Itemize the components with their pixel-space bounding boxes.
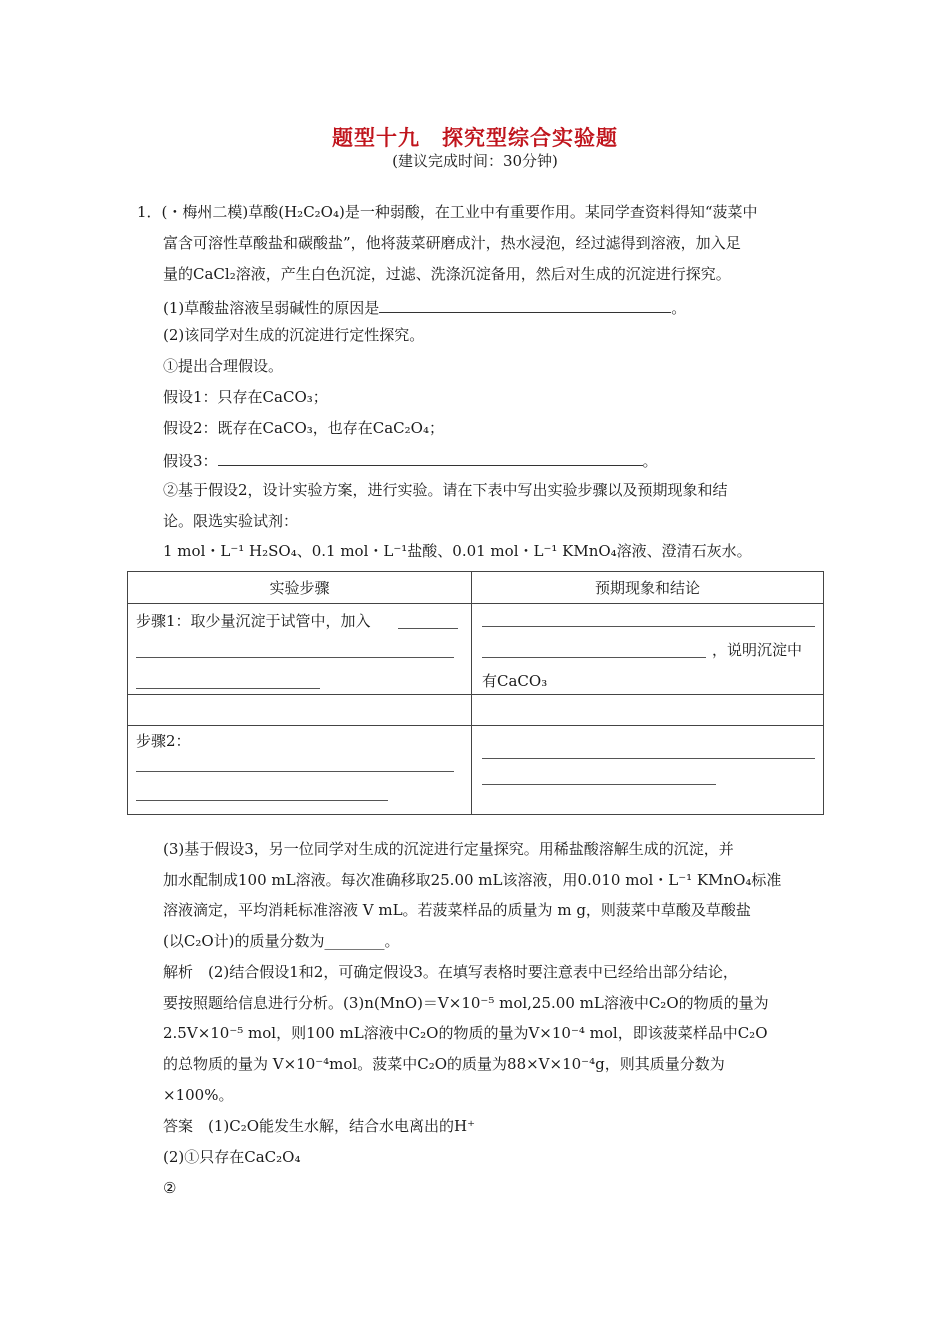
step2-blank-1[interactable] <box>136 771 454 772</box>
part1-suffix: 。 <box>671 299 687 317</box>
step2-result-blank-1[interactable] <box>482 758 815 759</box>
empty-result-cell <box>472 695 824 726</box>
part1-answer-blank[interactable] <box>379 296 671 313</box>
part2-line: (2)该同学对生成的沉淀进行定性探究。 <box>163 326 425 344</box>
table-row-empty <box>128 695 824 726</box>
step2-text: 步骤2： <box>136 732 191 750</box>
step1-result-blank-2[interactable] <box>482 657 706 658</box>
hypothesis-3-suffix: 。 <box>642 452 658 470</box>
table-row-step2 <box>128 726 824 815</box>
empty-step-cell <box>128 695 472 726</box>
answer-line-2: (2)①只存在CaC₂O₄ <box>163 1148 301 1166</box>
part3-line-3: 溶液滴定，平均消耗标准溶液 V mL。若菠菜样品的质量为 m g，则菠菜中草酸及草酸盐 <box>163 901 751 919</box>
question-intro-line-3: 量的CaCl₂溶液，产生白色沉淀，过滤、洗涤沉淀备用，然后对生成的沉淀进行探究。 <box>163 265 731 283</box>
analysis-line-3: 2.5V×10⁻⁵ mol，则100 mL溶液中C₂O的物质的量为V×10⁻⁴ mol，即该菠菜样品中C₂O <box>163 1024 768 1042</box>
part3-line-1: (3)基于假设3，另一位同学对生成的沉淀进行定量探究。用稀盐酸溶解生成的沉淀，并 <box>163 840 734 858</box>
step1-result-mid: ，说明沉淀中 <box>712 641 803 659</box>
step2-result-blank-2[interactable] <box>482 784 716 785</box>
part3-line-4: (以C₂O计)的质量分数为________。 <box>163 932 400 950</box>
step1-result-cell <box>472 604 824 695</box>
table-header-results: 预期现象和结论 <box>472 572 824 604</box>
hypothesis-3-blank[interactable] <box>218 449 643 466</box>
hypothesis-2: 假设2：既存在CaCO₃，也存在CaC₂O₄； <box>163 419 444 437</box>
step1-blank-2[interactable] <box>136 657 454 658</box>
part1-prefix: (1)草酸盐溶液呈弱碱性的原因是 <box>163 299 380 317</box>
part3-line-2: 加水配制成100 mL溶液。每次准确移取25.00 mL该溶液，用0.010 mol・L⁻¹ KMnO₄标准 <box>163 871 782 889</box>
analysis-line-2: 要按照题给信息进行分析。(3)n(MnO)＝V×10⁻⁵ mol,25.00 mL溶液中C₂O的物质的量为 <box>163 994 769 1012</box>
question-intro-line-1: 1．(・梅州二模)草酸(H₂C₂O₄)是一种弱酸，在工业中有重要作用。某同学查资料得知“菠菜中 <box>137 203 758 221</box>
step2-result-cell <box>472 726 824 815</box>
step1-blank-1[interactable] <box>398 628 458 629</box>
reagents-line: 1 mol・L⁻¹ H₂SO₄、0.1 mol・L⁻¹盐酸、0.01 mol・L⁻¹ KMnO₄溶液、澄清石灰水。 <box>163 542 752 560</box>
question-intro-line-2: 富含可溶性草酸盐和碳酸盐”，他将菠菜研磨成汁，热水浸泡，经过滤得到溶液，加入足 <box>163 234 741 252</box>
answer-line-1: 答案 (1)C₂O能发生水解，结合水电离出的H⁺ <box>163 1117 476 1135</box>
analysis-line-4: 的总物质的量为 V×10⁻⁴mol。菠菜中C₂O的质量为88×V×10⁻⁴g，则其质量分数为 <box>163 1055 725 1073</box>
hypothesis-3-line <box>163 449 658 471</box>
part2-step2-line-2: 论。限选实验试剂： <box>163 512 299 530</box>
page-subtitle: (建议完成时间：30分钟) <box>392 152 558 170</box>
answer-line-3: ② <box>163 1179 177 1197</box>
step1-text: 步骤1：取少量沉淀于试管中，加入 <box>136 612 371 630</box>
step1-result-end: 有CaCO₃ <box>482 672 548 690</box>
table-header-row <box>128 572 824 604</box>
hypothesis-3-prefix: 假设3： <box>163 452 218 470</box>
experiment-table <box>127 571 824 815</box>
step2-blank-2[interactable] <box>136 800 388 801</box>
step2-cell <box>128 726 472 815</box>
step1-cell <box>128 604 472 695</box>
part2-step1-line: ①提出合理假设。 <box>163 357 284 375</box>
analysis-line-1: 解析 (2)结合假设1和2，可确定假设3。在填写表格时要注意表中已经给出部分结论， <box>163 963 738 981</box>
step1-result-blank-1[interactable] <box>482 626 815 627</box>
analysis-line-5: ×100%。 <box>163 1086 234 1104</box>
hypothesis-1: 假设1：只存在CaCO₃； <box>163 388 328 406</box>
table-row-step1 <box>128 604 824 695</box>
part2-step2-line-1: ②基于假设2，设计实验方案，进行实验。请在下表中写出实验步骤以及预期现象和结 <box>163 481 728 499</box>
step1-blank-3[interactable] <box>136 688 320 689</box>
page-title: 题型十九 探究型综合实验题 <box>332 125 618 150</box>
table-header-steps: 实验步骤 <box>128 572 472 604</box>
part1-line <box>163 296 686 318</box>
